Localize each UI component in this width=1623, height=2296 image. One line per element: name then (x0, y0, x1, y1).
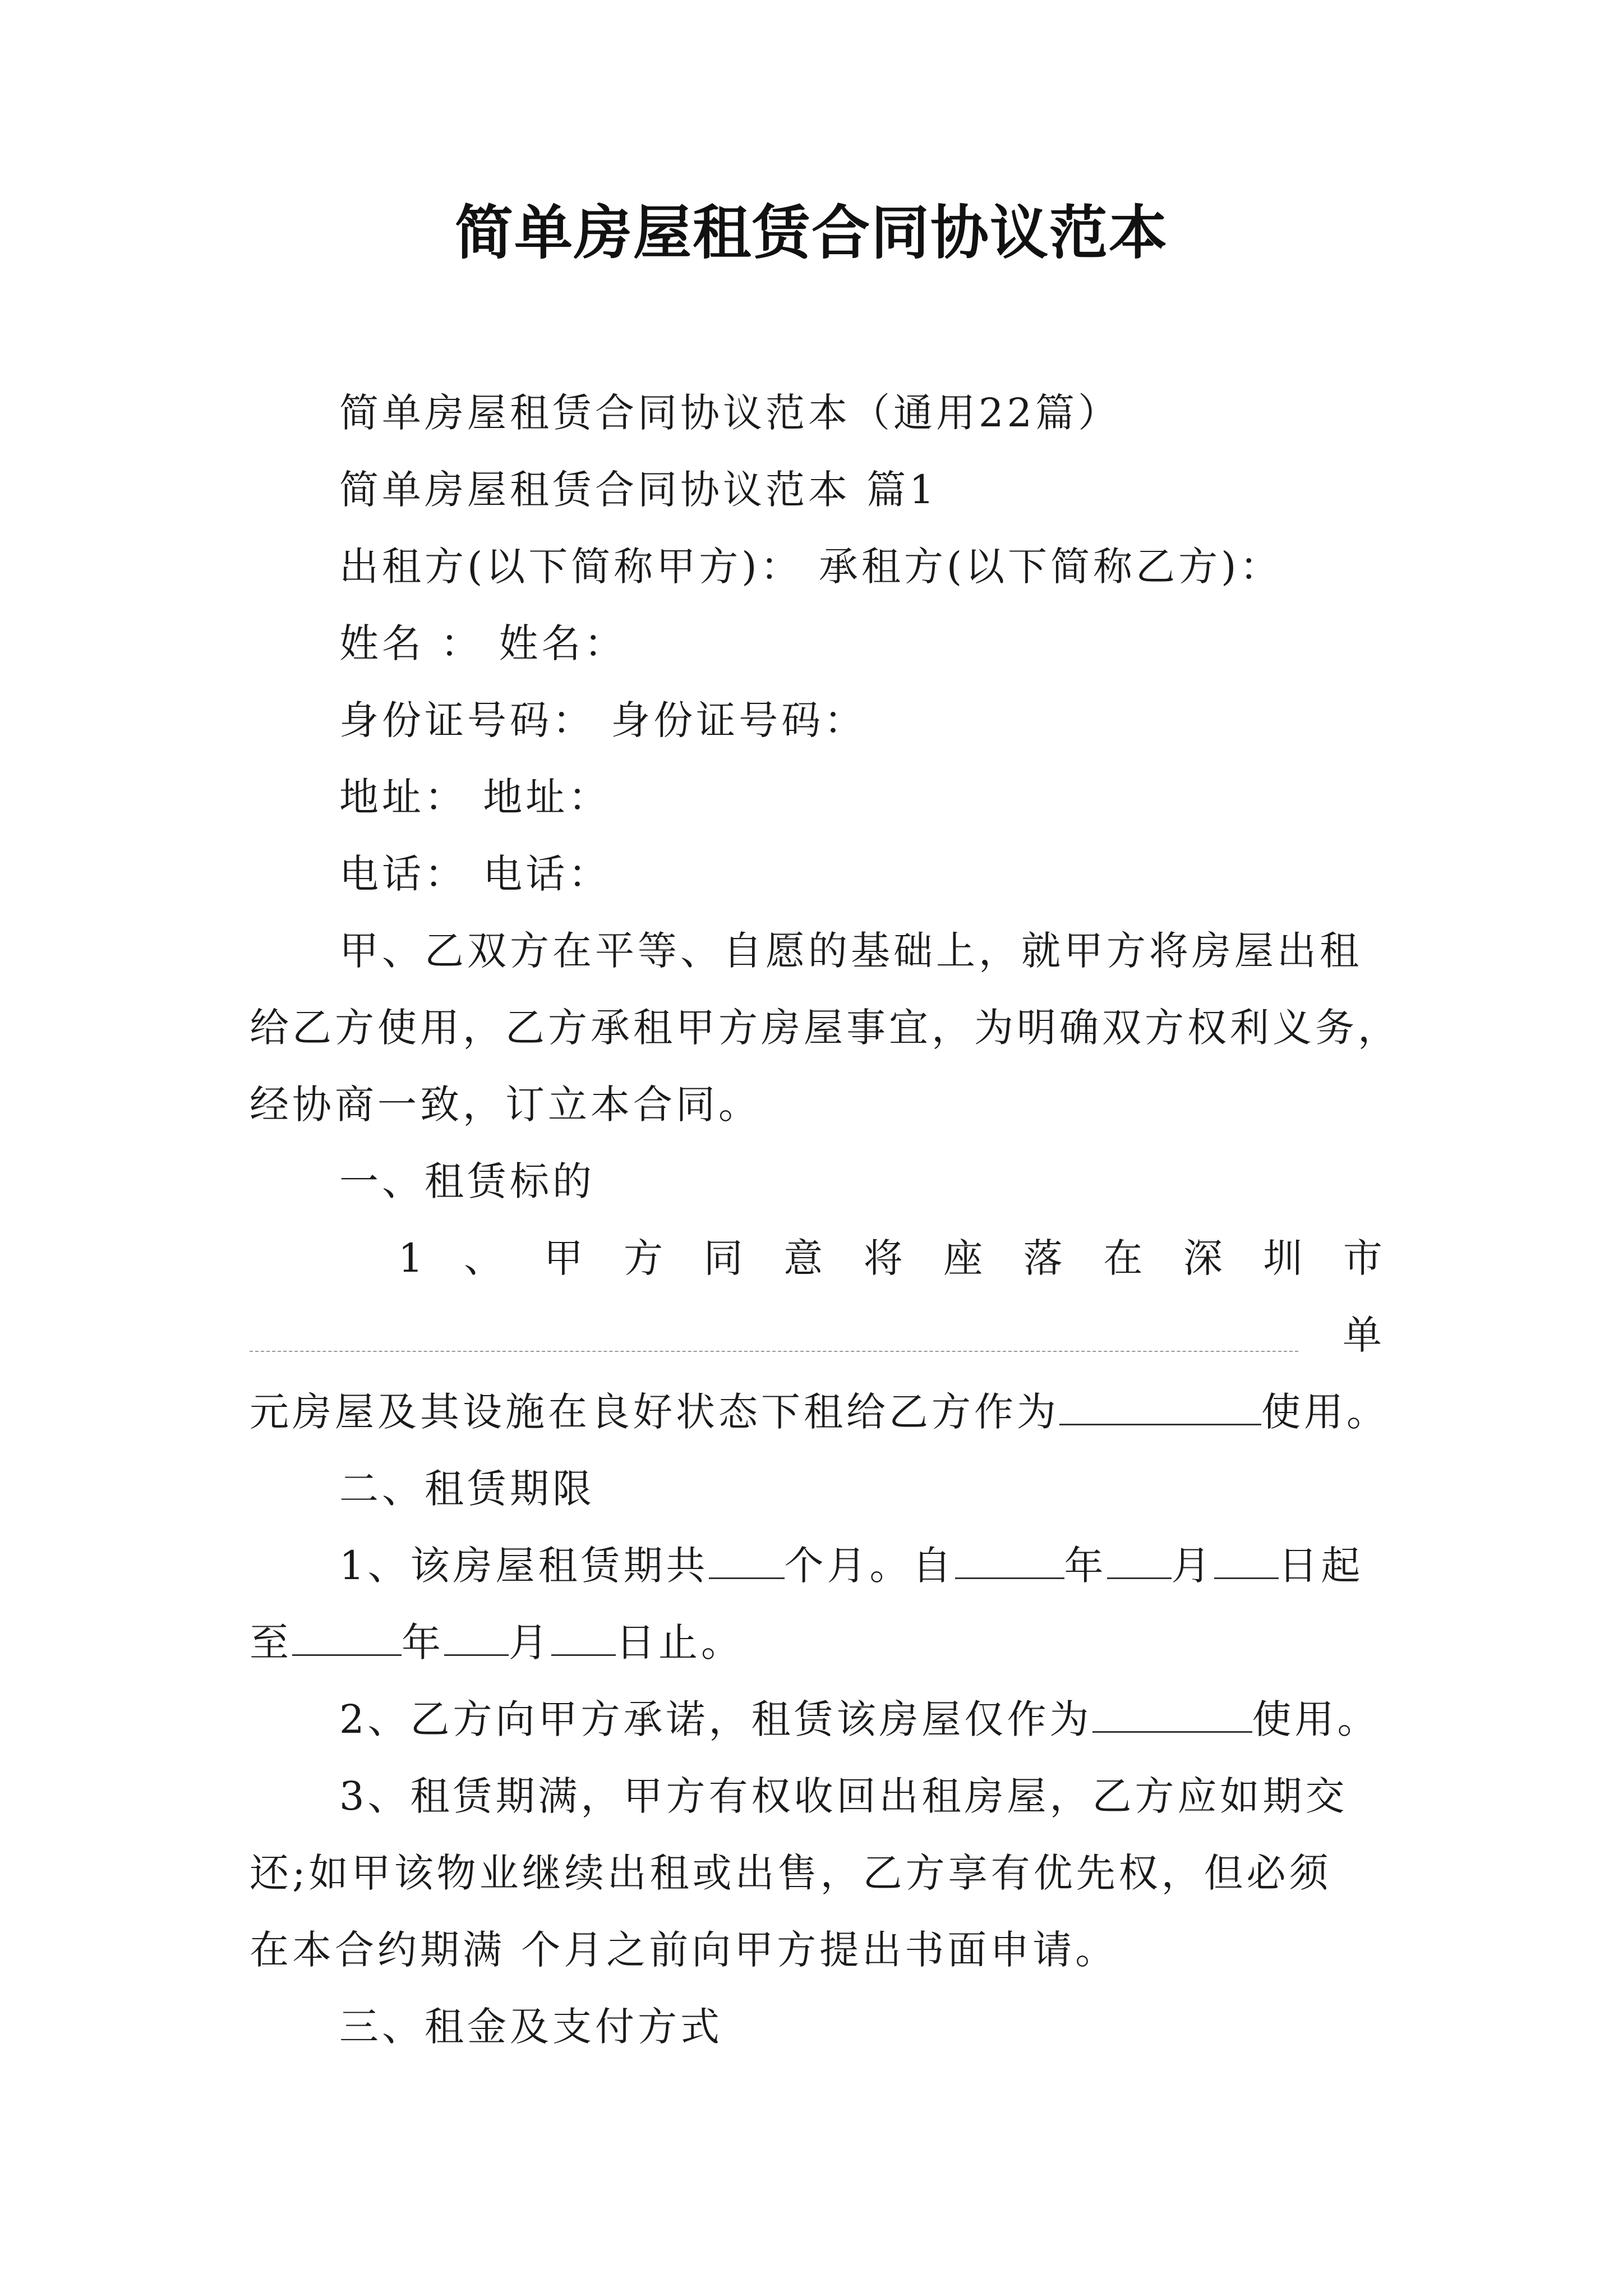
text-segment: 使用。 (1261, 1389, 1389, 1435)
name-line: 姓名 ： 姓名： (339, 620, 627, 666)
fill-in-blank (955, 1542, 1064, 1579)
phone-line: 电话： 电话： (339, 851, 611, 897)
text-segment: 1、该房屋租赁期共 (339, 1543, 709, 1589)
spaced-char: 甲 (543, 1235, 583, 1281)
spaced-char: 深 (1183, 1235, 1223, 1281)
text-segment: 元房屋及其设施在良好状态下租给乙方作为 (250, 1389, 1059, 1435)
clause-line: 还;如甲该物业继续出租或出售，乙方享有优先权，但必须 (250, 1850, 1332, 1896)
text-segment: 日止。 (616, 1619, 744, 1665)
text-segment: 年 (1064, 1543, 1107, 1589)
spaced-char: 同 (703, 1235, 743, 1281)
spaced-char: 圳 (1263, 1235, 1303, 1281)
clause-line (339, 1692, 1385, 1746)
clause-line: 在本合约期满 个月之前向甲方提出书面申请。 (250, 1927, 1118, 1973)
clause-heading: 三、租金及支付方式 (339, 2004, 723, 2050)
paragraph-line: 给乙方使用，乙方承租甲方房屋事宜，为明确双方权利义务， (250, 1005, 1400, 1051)
parties-line: 出租方(以下简称甲方)： 承租方(以下简称乙方)： (339, 544, 1283, 590)
text-segment: 日起 (1278, 1543, 1364, 1589)
section-heading-line: 简单房屋租赁合同协议范本 篇1 (339, 467, 938, 513)
spaced-char: 市 (1343, 1235, 1382, 1281)
text-segment: 月 (509, 1619, 551, 1665)
text-segment: 使用。 (1252, 1696, 1380, 1742)
id-number-line: 身份证号码： 身份证号码： (339, 697, 867, 743)
fill-in-rule (250, 1328, 1298, 1352)
spaced-char: 座 (943, 1235, 983, 1281)
subtitle-line: 简单房屋租赁合同协议范本（通用22篇） (339, 390, 1121, 436)
spaced-char: 将 (863, 1235, 903, 1281)
fill-in-blank (1092, 1695, 1252, 1733)
address-line: 地址： 地址： (339, 774, 611, 820)
fill-in-blank (551, 1618, 616, 1656)
spaced-char: 落 (1023, 1235, 1063, 1281)
clause-line-rule (250, 1308, 1385, 1362)
spaced-char: 1 (398, 1235, 423, 1281)
fill-in-blank (709, 1542, 785, 1579)
fill-in-blank (1059, 1388, 1261, 1425)
spaced-char: 意 (783, 1235, 823, 1281)
clause-line (339, 1539, 1385, 1593)
text-segment: 月 (1171, 1543, 1214, 1589)
clause-heading: 一、租赁标的 (339, 1158, 595, 1204)
fill-in-blank (292, 1618, 402, 1656)
document-title: 简单房屋租赁合同协议范本 (454, 199, 1168, 267)
spaced-char: 、 (464, 1235, 504, 1281)
clause-line (250, 1616, 1385, 1669)
fill-in-blank (1214, 1542, 1279, 1579)
spaced-char: 方 (624, 1235, 663, 1281)
paragraph-line: 甲、乙双方在平等、自愿的基础上，就甲方将房屋出租 (339, 928, 1362, 974)
clause-line-spaced (398, 1231, 1382, 1285)
clause-line (250, 1385, 1389, 1439)
spaced-char: 在 (1103, 1235, 1143, 1281)
fill-in-blank (444, 1618, 509, 1656)
fill-in-blank (1107, 1542, 1172, 1579)
clause-line: 3、租赁期满，甲方有权收回出租房屋，乙方应如期交 (339, 1773, 1348, 1819)
clause-heading: 二、租赁期限 (339, 1466, 595, 1512)
text-segment: 年 (402, 1619, 444, 1665)
text-segment: 至 (250, 1619, 292, 1665)
text-segment: 个月。自 (784, 1543, 955, 1589)
trailing-char: 单 (1343, 1312, 1385, 1358)
paragraph-line: 经协商一致，订立本合同。 (250, 1082, 761, 1128)
text-segment: 2、乙方向甲方承诺，租赁该房屋仅作为 (339, 1696, 1092, 1742)
